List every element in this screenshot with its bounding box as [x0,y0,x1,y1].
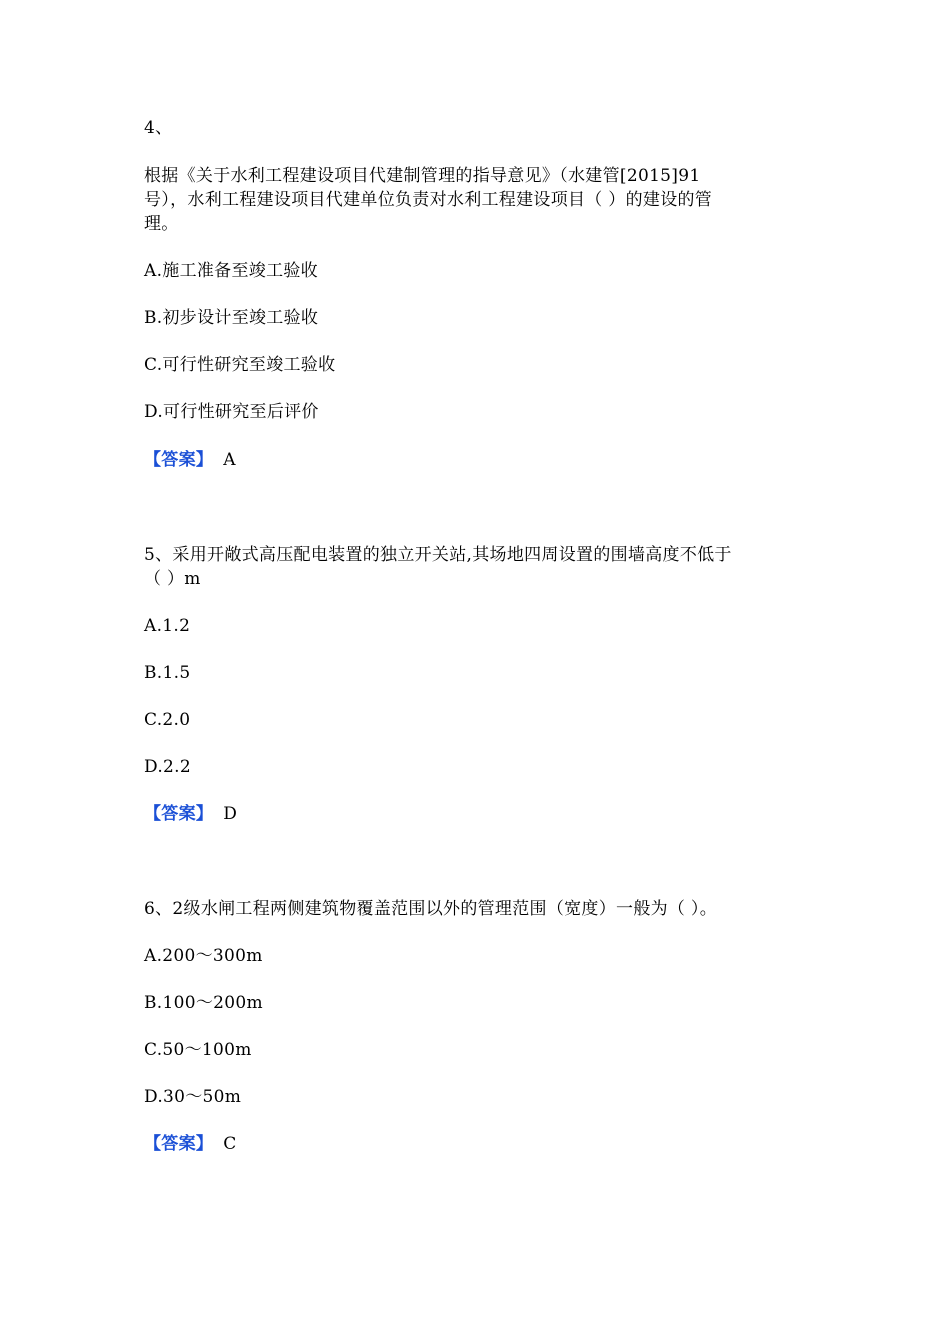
answer-value: A [223,450,236,470]
option-d: D.30～50m [144,1087,242,1107]
option-b: B.100～200m [144,993,263,1013]
option-a: A.200～300m [144,946,263,966]
answer-value: C [223,1134,237,1154]
answer-label: 【答案】 [144,804,214,824]
question-stem-line: 号），水利工程建设项目代建单位负责对水利工程建设项目（ ）的建设的管 [144,190,713,210]
answer-value: D [223,804,238,824]
option-a: A.施工准备至竣工验收 [144,261,318,281]
option-b: B.初步设计至竣工验收 [144,308,319,328]
answer-line [144,1132,237,1156]
answer-line [144,448,236,472]
question-stem-line: 6、2级水闸工程两侧建筑物覆盖范围以外的管理范围（宽度）一般为（ ）。 [144,899,718,919]
question-stem-line: 5、采用开敞式高压配电装置的独立开关站,其场地四周设置的围墙高度不低于 [144,545,732,565]
question-stem-line: （ ）m [144,569,201,589]
question-stem-line: 理。 [144,214,179,234]
question-stem-line: 根据《关于水利工程建设项目代建制管理的指导意见》（水建管[2015]91 [144,166,701,186]
option-c: C.可行性研究至竣工验收 [144,355,336,375]
answer-line [144,802,237,826]
answer-label: 【答案】 [144,450,214,470]
option-d: D.2.2 [144,757,191,777]
answer-label: 【答案】 [144,1134,214,1154]
option-c: C.2.0 [144,710,191,730]
option-a: A.1.2 [144,616,191,636]
option-b: B.1.5 [144,663,191,683]
question-number: 4、 [144,118,173,138]
option-c: C.50～100m [144,1040,252,1060]
option-d: D.可行性研究至后评价 [144,402,319,422]
